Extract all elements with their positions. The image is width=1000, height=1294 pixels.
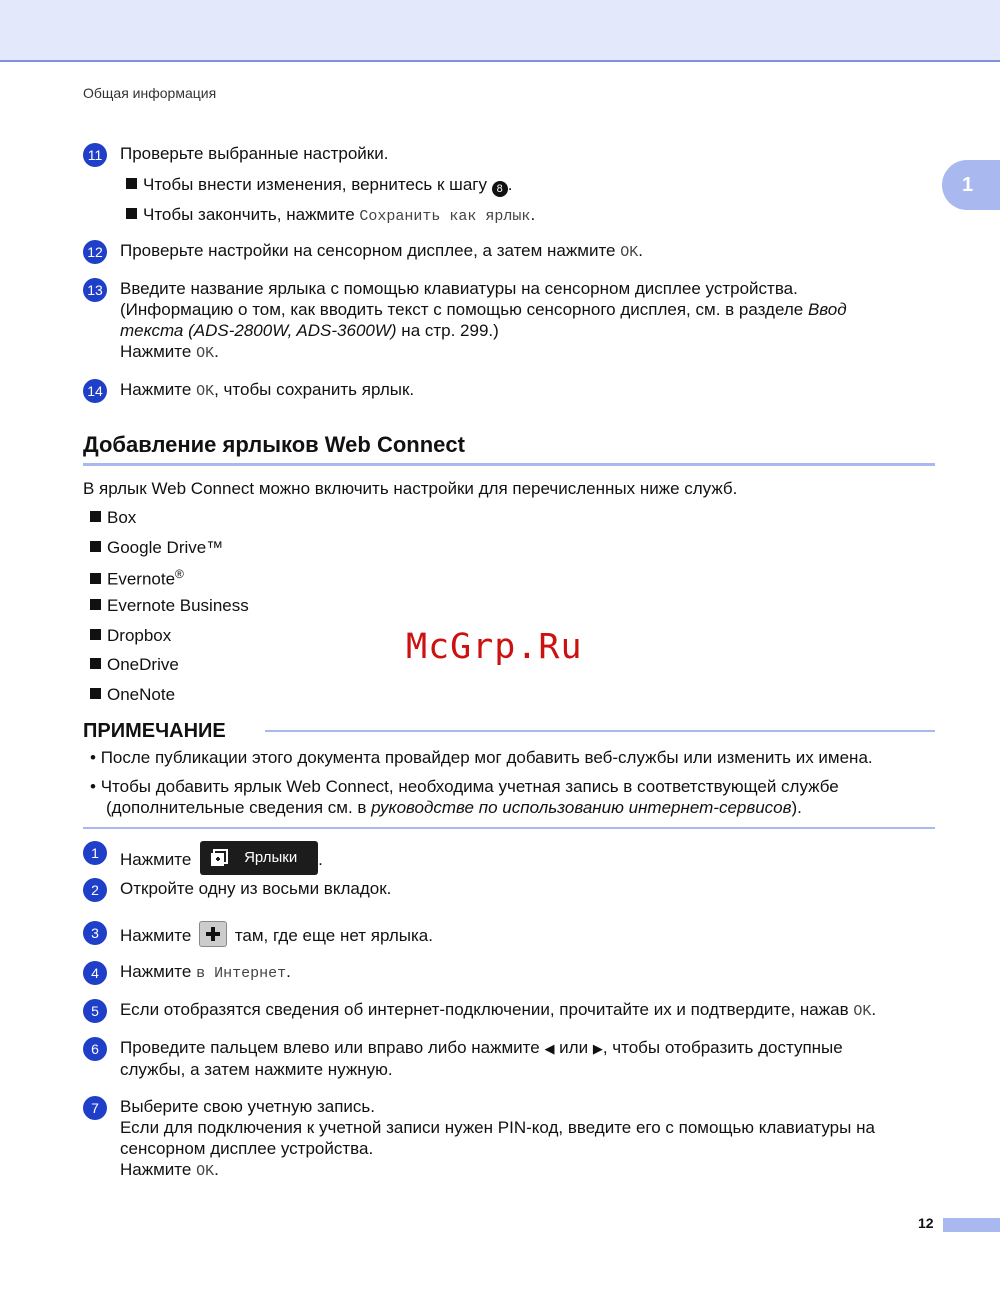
step-text: Проверьте настройки на сенсорном дисплее, а затем нажмите OK. <box>120 241 643 261</box>
section-header: Общая информация <box>83 85 217 101</box>
shortcut-icon <box>210 849 228 867</box>
step-number: 5 <box>83 999 107 1023</box>
step-number: 7 <box>83 1096 107 1120</box>
step-text: Введите название ярлыка с помощью клавиатуры на сенсорном дисплее устройства. (Информацию о том, как вводить текст с помощью сенсорного дисплея, см. в разделе Ввод текста (ADS-2800W, ADS-3600W) на стр. 299.) Нажмите OK. <box>120 279 847 362</box>
step-ref-icon: 8 <box>492 181 508 197</box>
add-shortcut-icon[interactable] <box>199 921 227 947</box>
step-text: Проверьте выбранные настройки. <box>120 144 389 163</box>
note-title: ПРИМЕЧАНИЕ <box>83 720 226 742</box>
service-item: Evernote® <box>90 567 184 590</box>
step-number: 13 <box>83 278 107 302</box>
step-text: Нажмите там, где еще нет ярлыка. <box>120 921 930 947</box>
page-number: 12 <box>918 1215 934 1231</box>
step-number: 14 <box>83 379 107 403</box>
step-text: Нажмите OK, чтобы сохранить ярлык. <box>120 380 415 400</box>
section-intro: В ярлык Web Connect можно включить настройки для перечисленных ниже служб. <box>83 479 738 498</box>
step-text: Если отобразятся сведения об интернет-подключении, прочитайте их и подтвердите, нажав OK. <box>120 1000 877 1020</box>
chapter-tab: 1 <box>942 160 1000 210</box>
service-item: Dropbox <box>90 626 171 646</box>
page-bar <box>943 1218 1000 1232</box>
step-text: Проведите пальцем влево или вправо либо нажмите ◀ или ▶, чтобы отобразить доступные службы, а затем нажмите нужную. <box>120 1038 843 1079</box>
bullet-square <box>126 178 137 189</box>
step-number: 2 <box>83 878 107 902</box>
top-banner <box>0 0 1000 62</box>
step-number: 12 <box>83 240 107 264</box>
right-arrow-icon: ▶ <box>592 1041 603 1056</box>
left-arrow-icon: ◀ <box>544 1041 555 1056</box>
section-title: Добавление ярлыков Web Connect <box>83 432 465 457</box>
service-item: Box <box>90 508 136 528</box>
service-item: OneDrive <box>90 655 179 675</box>
substep-finish: Чтобы закончить, нажмите Сохранить как ярлык. <box>126 205 535 225</box>
service-item: Evernote Business <box>90 596 249 616</box>
note-divider-top <box>265 730 935 732</box>
step-text: Выберите свою учетную запись. Если для подключения к учетной записи нужен PIN-код, введите его с помощью клавиатуры на сенсорном дисплее устройства. Нажмите OK. <box>120 1097 875 1180</box>
note-divider-bottom <box>83 827 935 829</box>
step-number: 1 <box>83 841 107 865</box>
shortcuts-button-label: Ярлыки <box>244 849 298 866</box>
step-number: 6 <box>83 1037 107 1061</box>
step-number: 4 <box>83 961 107 985</box>
substep-change: Чтобы внести изменения, вернитесь к шагу 8 . <box>126 175 512 197</box>
save-shortcut-label: Сохранить как ярлык <box>359 208 531 225</box>
bullet-square <box>126 208 137 219</box>
shortcuts-button[interactable] <box>200 841 318 875</box>
service-item: Google Drive™ <box>90 538 223 558</box>
service-item: OneNote <box>90 685 175 705</box>
section-divider <box>83 463 935 466</box>
note-item: • Чтобы добавить ярлык Web Connect, необходима учетная запись в соответствующей службе (дополнительные сведения см. в руководстве по использованию интернет-сервисов). <box>90 777 839 817</box>
step-text: Нажмите Ярлыки . <box>120 841 930 875</box>
step-text: Нажмите в Интернет. <box>120 962 291 982</box>
watermark: McGrp.Ru <box>406 627 583 667</box>
step-text: Откройте одну из восьми вкладок. <box>120 879 392 898</box>
note-item: • После публикации этого документа провайдер мог добавить веб-службы или изменить их имена. <box>90 748 873 767</box>
step-number: 11 <box>83 143 107 167</box>
step-number: 3 <box>83 921 107 945</box>
